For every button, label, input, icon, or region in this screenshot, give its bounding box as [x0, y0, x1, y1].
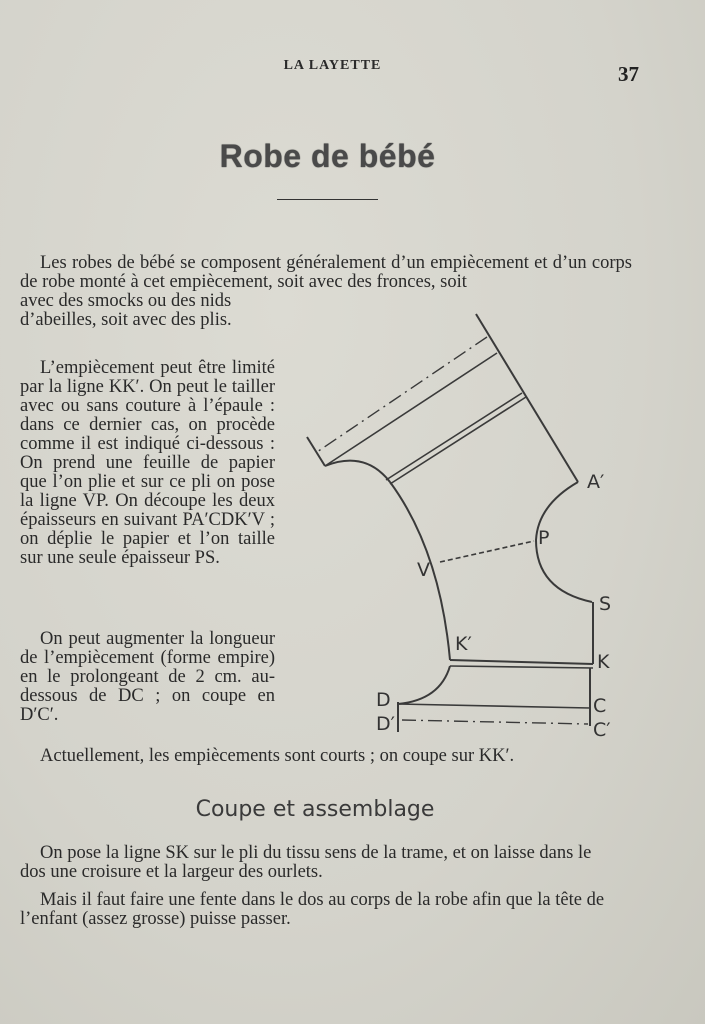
intro-paragraph-continued: avec des smocks ou des nids d’abeilles, soit avec des plis. [20, 291, 232, 330]
shoulder-line [325, 353, 497, 466]
actuellement-paragraph: Actuellement, les empiècements sont courts ; on coupe sur KK′. [40, 746, 515, 766]
page-title: Robe de bébé [219, 138, 436, 174]
label-p: P [538, 527, 550, 549]
label-d-prime: D′ [376, 713, 395, 735]
intro-paragraph: Les robes de bébé se composent généralement d’un empiècement et d’un corps de robe monté à cet empiècement, soit avec des fronces, soit [20, 253, 632, 292]
label-a-prime: A′ [587, 471, 605, 493]
label-d: D [376, 689, 391, 711]
neck-left-edge [307, 437, 325, 466]
label-k-prime: K′ [455, 633, 472, 655]
label-c-prime: C′ [593, 719, 611, 741]
label-k: K [597, 651, 610, 673]
fold-line-dashdot [317, 337, 487, 452]
lower-curve [398, 666, 450, 704]
vp-dashed-line [440, 541, 534, 562]
neck-curve [325, 461, 390, 482]
label-v: V [417, 559, 430, 581]
title-divider [277, 199, 378, 200]
page-number: 37 [618, 62, 639, 86]
seam-line-1 [386, 393, 522, 480]
dc-line [398, 704, 590, 708]
label-c: C [593, 695, 607, 717]
pattern-diagram [290, 300, 630, 750]
label-s: S [599, 593, 612, 615]
shoulder-edge-line [476, 314, 578, 482]
running-header: LA LAYETTE [283, 58, 382, 73]
section-heading: Coupe et assemblage [195, 797, 435, 822]
coupe-paragraph-2: Mais il faut faire une fente dans le dos au corps de la robe afin que la tête de l’enfant (assez grosse) puisse passer. [20, 890, 605, 929]
coupe-paragraph-1: On pose la ligne SK sur le pli du tissu sens de la trame, et on laisse dans le dos une croisure et la largeur des ourlets. [20, 843, 592, 882]
empiecement-paragraph: L’empiècement peut être limité par la ligne KK′. On peut le tailler avec ou sans couture à l’épaule : dans ce dernier cas, on procède comme il est indiqué ci-dessous : On prend une feuille de papier que l’on plie et sur ce pli on pose la ligne VP. On découpe les deux épaisseurs en suivant PA′CDK′V ; on déplie le papier et l’on taille sur une seule épaisseur PS. [20, 358, 275, 568]
kk-line-2 [450, 666, 593, 668]
kk-line-1 [450, 660, 593, 664]
d-prime-c-prime-line [402, 720, 588, 724]
forme-empire-paragraph: On peut augmenter la longueur de l’empiècement (forme empire) en le prolongeant de 2 cm. au-dessous de DC ; on coupe en D′C′. [20, 629, 275, 725]
